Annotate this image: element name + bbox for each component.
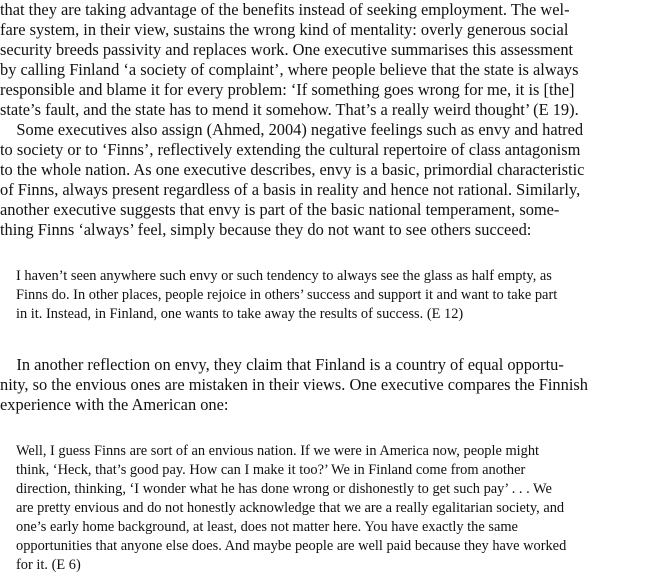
block-quote-line: direction, thinking, ‘I wonder what he has done wrong or dishonestly to get such pay’ . . . We [16, 481, 552, 497]
text-line: responsible and blame it for every problem: ‘If something goes wrong for me, it is [the] [0, 80, 575, 99]
block-quote-line: are pretty envious and do not honestly acknowledge that we are a really egalitarian society, and [16, 500, 565, 516]
block-quote-line: Well, I guess Finns are sort of an envious nation. If we were in America now, people might [16, 443, 540, 459]
block-quote-line: opportunities that anyone else does. And maybe people are well paid because they have worked [16, 538, 567, 554]
block-quote-line: Finns do. In other places, people rejoice in others’ success and support it and want to take part [16, 287, 558, 303]
text-line: fare system, in their view, sustains the wrong kind of mentality: overly generous social [0, 20, 569, 39]
text-line: another executive suggests that envy is part of the basic national temperament, some- [0, 200, 560, 219]
text-line: to society or to ‘Finns’, reflectively extending the cultural repertoire of class antagonism [0, 140, 581, 159]
block-quote-line: I haven’t seen anywhere such envy or such tendency to always see the glass as half empty, as [16, 268, 552, 284]
text-line: state’s fault, and the state has to mend it somehow. That’s a really weird thought’ (E 19). [0, 100, 579, 119]
text-line: security breeds passivity and replaces work. One executive summarises this assessment [0, 40, 574, 59]
text-line: nity, so the envious ones are mistaken in their views. One executive compares the Finnish [0, 375, 588, 394]
block-quote-line: for it. (E 6) [16, 557, 81, 573]
text-line: by calling Finland ‘a society of complaint’, where people believe that the state is always [0, 60, 579, 79]
text-line: experience with the American one: [0, 395, 229, 414]
text-line: that they are taking advantage of the benefits instead of seeking employment. The wel- [0, 0, 570, 19]
block-quote-line: in it. Instead, in Finland, one wants to take away the results of success. (E 12) [16, 306, 464, 322]
text-line: thing Finns ‘always’ feel, simply because they do not want to see others succeed: [0, 220, 532, 239]
text-line: to the whole nation. As one executive describes, envy is a basic, primordial characteristic [0, 160, 585, 179]
text-line: In another reflection on envy, they claim that Finland is a country of equal opportu- [0, 355, 564, 374]
text-line: of Finns, always present regardless of a basis in reality and hence not rational. Similarly, [0, 180, 581, 199]
block-quote-line: one’s early home background, at least, does not matter here. You have exactly the same [16, 519, 518, 535]
text-line: Some executives also assign (Ahmed, 2004) negative feelings such as envy and hatred [0, 120, 584, 139]
block-quote-line: think, ‘Heck, that’s good pay. How can I make it too?’ We in Finland come from another [16, 462, 526, 478]
